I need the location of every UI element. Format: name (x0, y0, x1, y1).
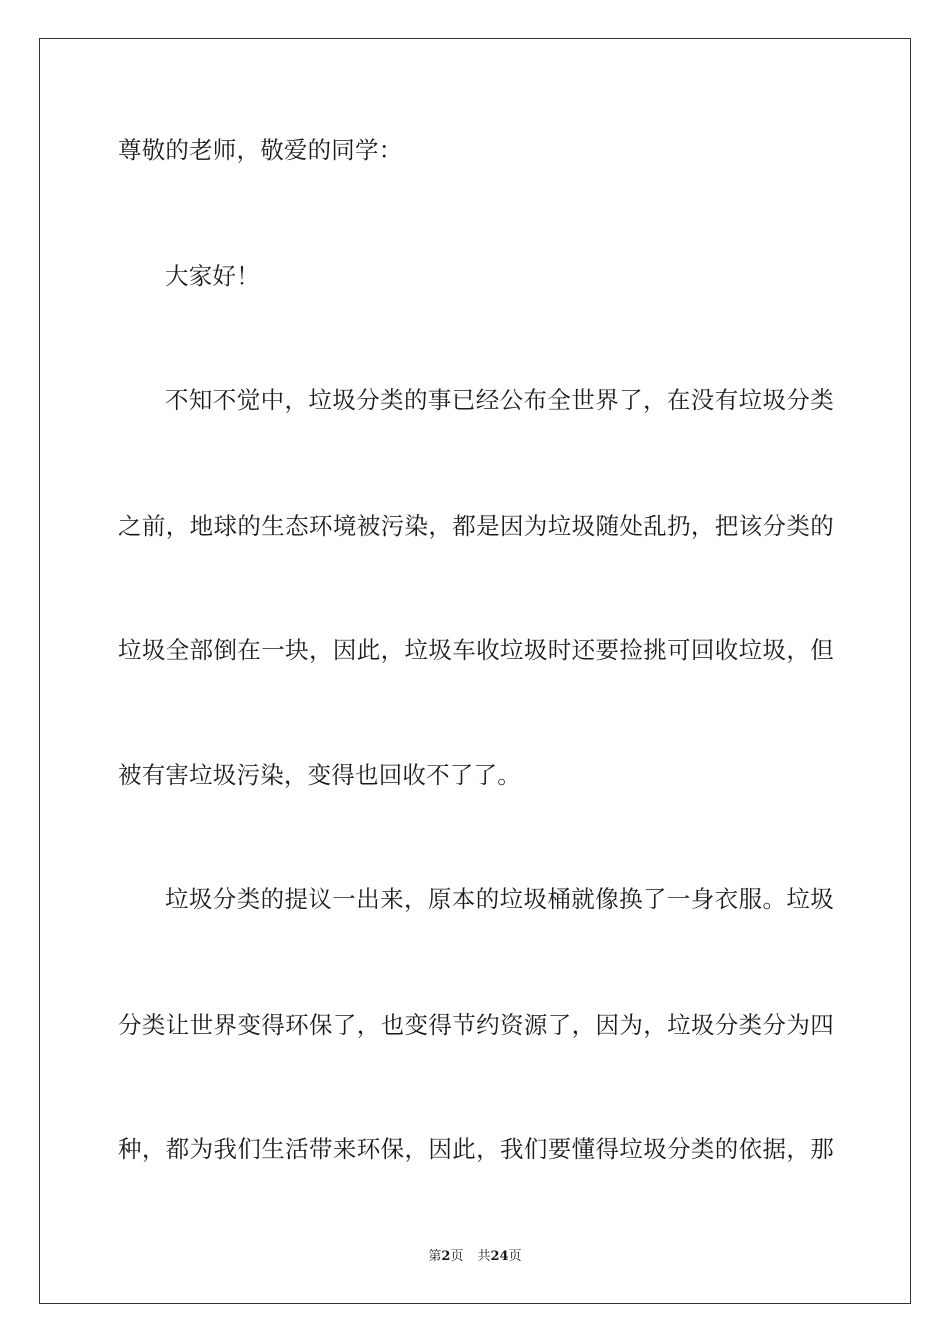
paragraph2-line1: 垃圾分类的提议一出来，原本的垃圾桶就像换了一身衣服。垃圾 (165, 885, 834, 913)
paragraph2-line2: 分类让世界变得环保了，也变得节约资源了，因为，垃圾分类分为四 (118, 1011, 834, 1039)
paragraph1-line1: 不知不觉中，垃圾分类的事已经公布全世界了，在没有垃圾分类 (165, 386, 834, 414)
greeting-line: 尊敬的老师，敬爱的同学： (118, 136, 403, 164)
paragraph1-line3: 垃圾全部倒在一块，因此，垃圾车收垃圾时还要捡挑可回收垃圾，但 (118, 636, 834, 664)
page-suffix: 页 (450, 1249, 464, 1264)
hello-line: 大家好！ (165, 262, 260, 290)
paragraph2-line3: 种，都为我们生活带来环保，因此，我们要懂得垃圾分类的依据，那 (118, 1135, 834, 1163)
page-prefix: 第 (428, 1249, 442, 1264)
page-footer (0, 1248, 950, 1266)
paragraph1-line4: 被有害垃圾污染，变得也回收不了了。 (118, 761, 521, 789)
page-number: 2 (441, 1249, 451, 1264)
paragraph1-line2: 之前，地球的生态环境被污染，都是因为垃圾随处乱扔，把该分类的 (118, 512, 834, 540)
page-border (39, 38, 911, 1304)
total-prefix: 共 (477, 1249, 491, 1264)
total-pages: 24 (490, 1249, 509, 1264)
total-suffix: 页 (508, 1249, 522, 1264)
